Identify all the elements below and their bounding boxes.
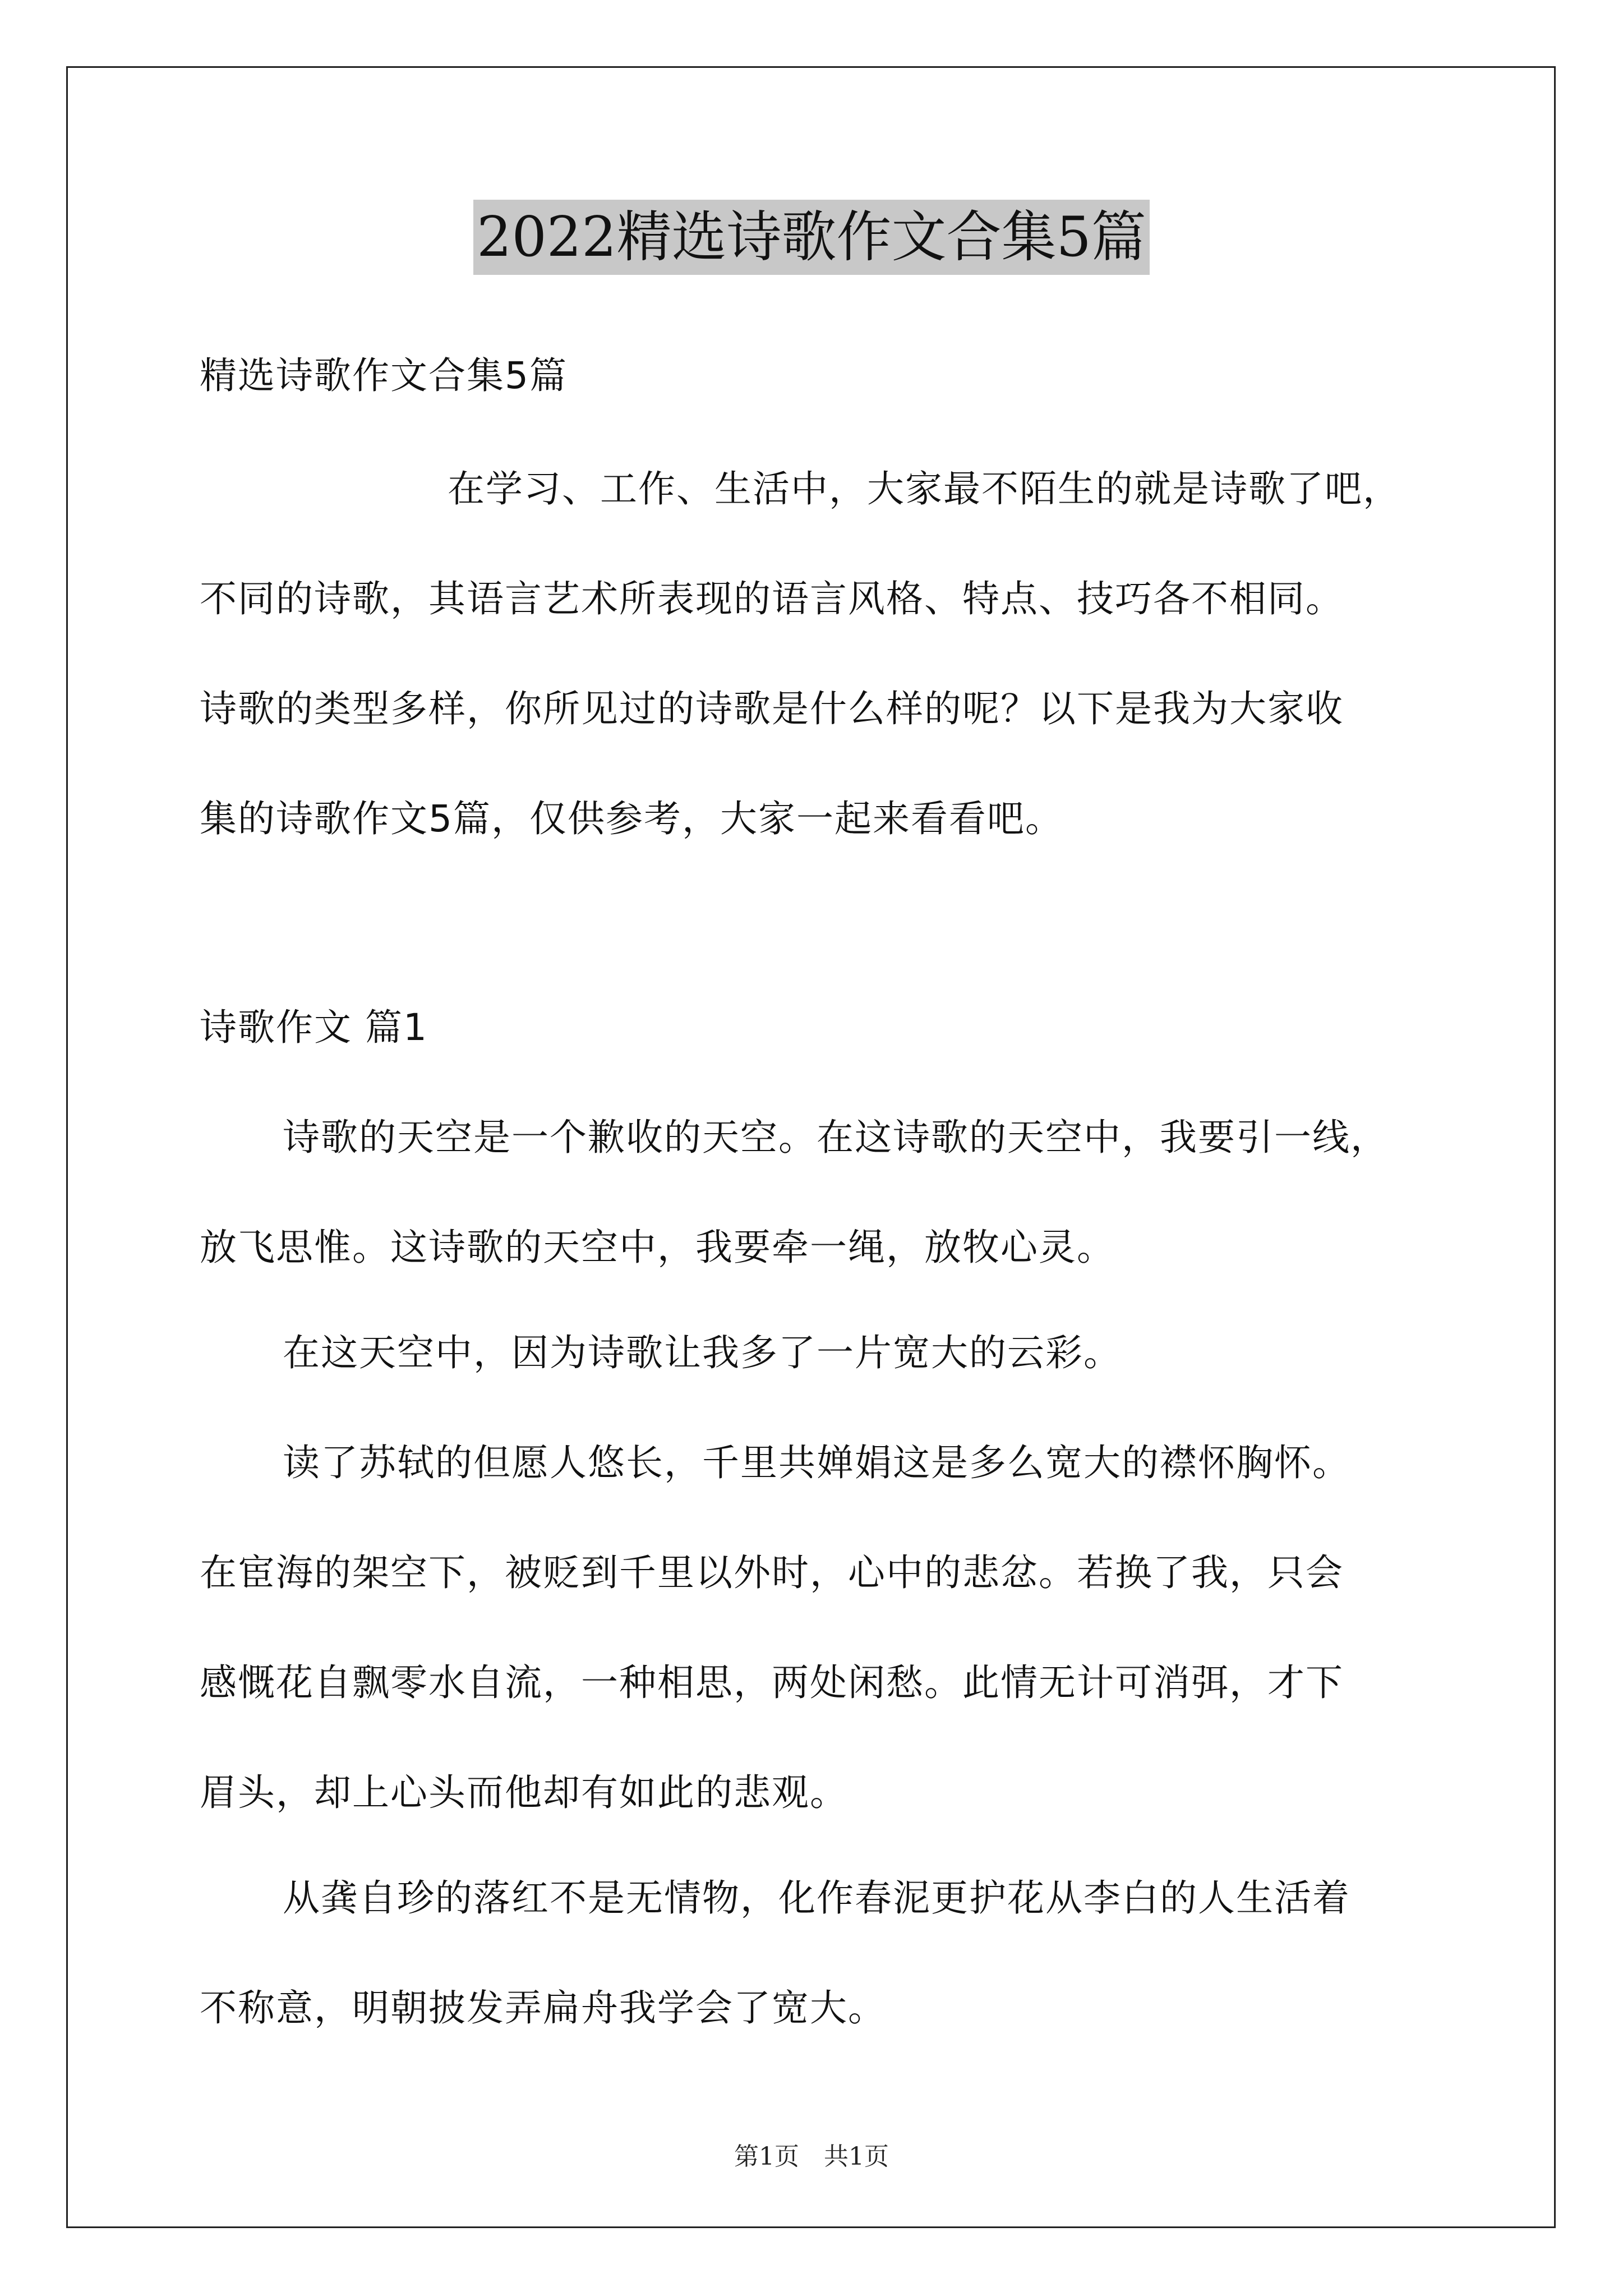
body-line: 诗歌的类型多样，你所见过的诗歌是什么样的呢？以下是我为大家收 <box>200 687 1344 730</box>
body-line: 从龚自珍的落红不是无情物，化作春泥更护花从李白的人生活着 <box>283 1876 1350 1920</box>
body-line: 在宦海的架空下，被贬到千里以外时，心中的悲忿。若换了我，只会 <box>200 1551 1344 1594</box>
title-container <box>0 200 1623 275</box>
section-heading: 诗歌作文 篇1 <box>200 1006 428 1049</box>
body-line: 诗歌的天空是一个歉收的天空。在这诗歌的天空中，我要引一线， <box>283 1116 1389 1159</box>
body-line: 在学习、工作、生活中，大家最不陌生的就是诗歌了吧， <box>448 467 1401 510</box>
body-line: 眉头，却上心头而他却有如此的悲观。 <box>200 1771 848 1814</box>
body-line: 集的诗歌作文5篇，仅供参考，大家一起来看看吧。 <box>200 797 1063 840</box>
body-line: 读了苏轼的但愿人悠长，千里共婵娟这是多么宽大的襟怀胸怀。 <box>283 1441 1350 1484</box>
body-line: 放飞思惟。这诗歌的天空中，我要牵一绳，放牧心灵。 <box>200 1226 1115 1269</box>
subtitle-line: 精选诗歌作文合集5篇 <box>200 354 568 397</box>
body-line: 不同的诗歌，其语言艺术所表现的语言风格、特点、技巧各不相同。 <box>200 577 1344 620</box>
body-line: 在这天空中，因为诗歌让我多了一片宽大的云彩。 <box>283 1331 1122 1374</box>
page-footer: 第1页 共1页 <box>734 2142 889 2171</box>
body-line: 感慨花自飘零水自流，一种相思，两处闲愁。此情无计可消弭，才下 <box>200 1661 1344 1704</box>
document-title: 2022精选诗歌作文合集5篇 <box>473 200 1150 275</box>
body-line: 不称意，明朝披发弄扁舟我学会了宽大。 <box>200 1986 886 2030</box>
